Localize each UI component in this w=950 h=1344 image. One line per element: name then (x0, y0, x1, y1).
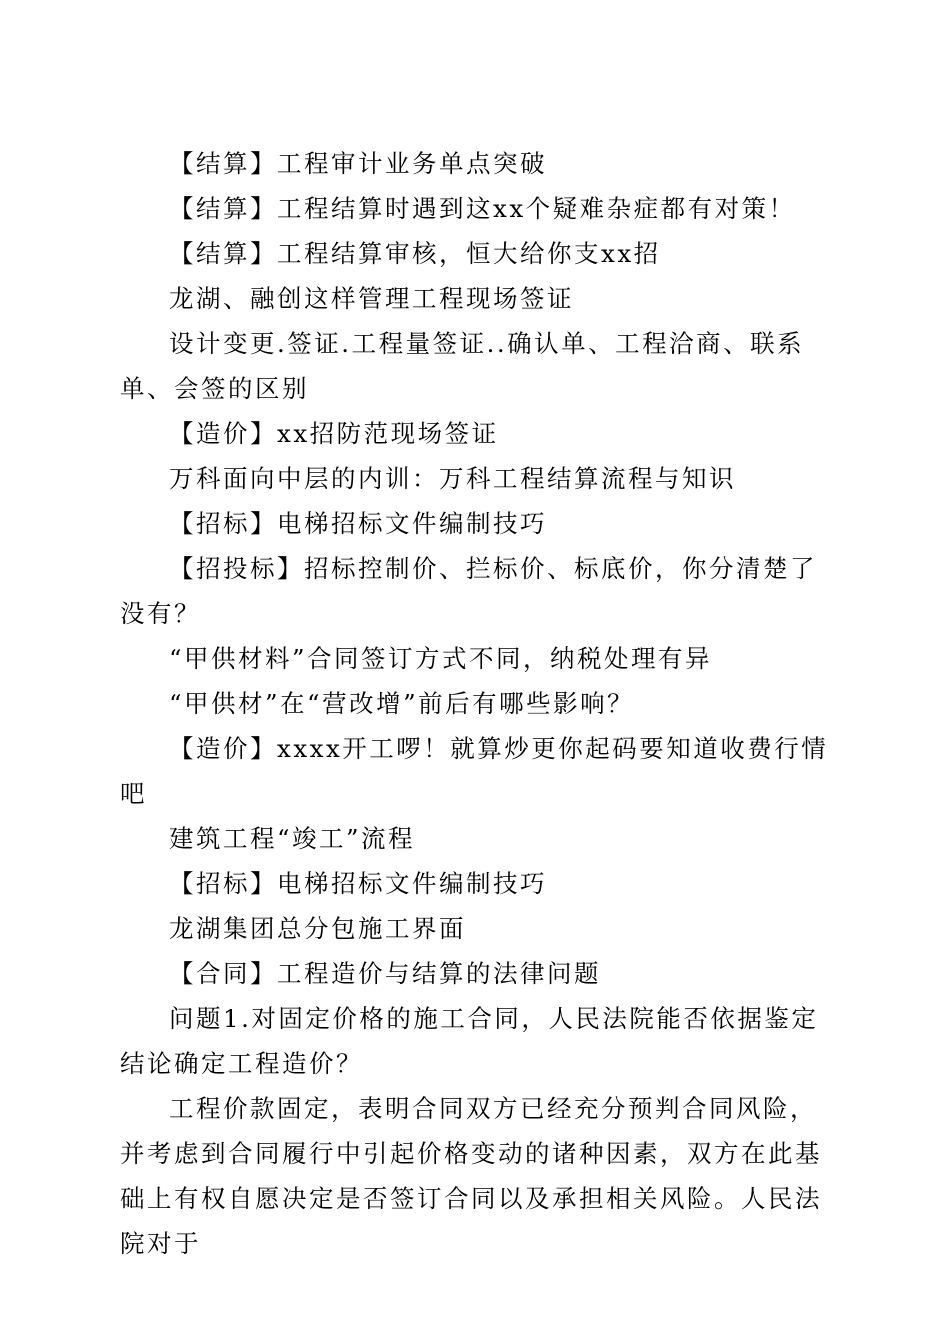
paragraph: “甲供材料”合同签订方式不同，纳税处理有异 (169, 644, 713, 673)
paragraph: 【结算】工程结算审核，恒大给你支xx招 (169, 239, 661, 268)
document-body (120, 141, 832, 1266)
paragraph: 【结算】工程结算时遇到这xx个疑难杂症都有对策！ (169, 194, 796, 223)
paragraph: 【招投标】招标控制价、拦标价、标底价，你分清楚了没有？ (120, 554, 817, 628)
paragraph: 【造价】xxxx开工啰！就算炒更你起码要知道收费行情吧 (120, 734, 829, 808)
paragraph: 万科面向中层的内训：万科工程结算流程与知识 (169, 464, 736, 493)
paragraph: 【合同】工程造价与结算的法律问题 (169, 959, 601, 988)
paragraph: 【造价】xx招防范现场签证 (169, 419, 499, 448)
paragraph: 建筑工程“竣工”流程 (169, 824, 416, 853)
paragraph: 【招标】电梯招标文件编制技巧 (169, 509, 547, 538)
paragraph: 工程价款固定，表明合同双方已经充分预判合同风险，并考虑到合同履行中引起价格变动的诸种因素，双方在此基础上有权自愿决定是否签订合同以及承担相关风险。人民法院对于 (120, 1094, 822, 1258)
paragraph: 龙湖、融创这样管理工程现场签证 (169, 284, 574, 313)
paragraph: 龙湖集团总分包施工界面 (169, 914, 466, 943)
paragraph: 【招标】电梯招标文件编制技巧 (169, 869, 547, 898)
paragraph: “甲供材”在“营改增”前后有哪些影响？ (169, 689, 635, 718)
paragraph: 问题1.对固定价格的施工合同，人民法院能否依据鉴定结论确定工程造价？ (120, 1004, 819, 1078)
paragraph: 设计变更.签证.工程量签证..确认单、工程洽商、联系单、会签的区别 (120, 329, 805, 403)
paragraph: 【结算】工程审计业务单点突破 (169, 149, 547, 178)
